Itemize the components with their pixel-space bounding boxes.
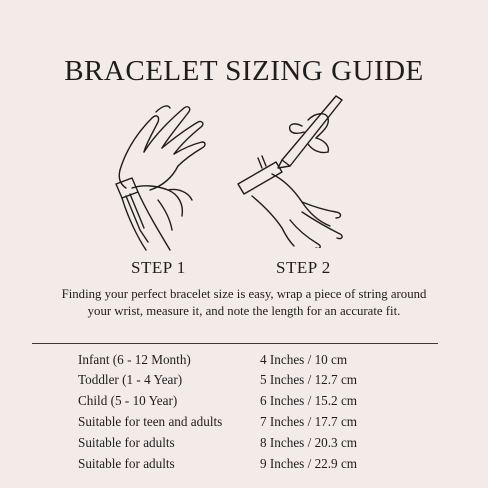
table-row [0,435,488,455]
size-category: Toddler (1 - 4 Year) [78,372,183,387]
size-value: 7 Inches / 17.7 cm [260,414,358,429]
divider [32,343,438,344]
size-category: Child (5 - 10 Year) [78,393,178,408]
hand-wrist-string-icon [98,92,218,252]
size-category: Suitable for adults [78,456,175,471]
step-2-illustration [232,88,362,248]
table-row [0,456,488,476]
table-row [0,414,488,434]
hand-pencil-mark-icon [232,88,362,248]
instructions-text: Finding your perfect bracelet size is easy, wrap a piece of string around your wrist, measure it, and note the length for an accurate fit. [61,287,427,318]
size-value: 8 Inches / 20.3 cm [260,435,358,450]
size-category: Infant (6 - 12 Month) [78,352,191,367]
size-value: 9 Inches / 22.9 cm [260,456,358,471]
table-row [0,372,488,392]
size-category: Suitable for teen and adults [78,414,223,429]
step-1-illustration [98,92,218,252]
step-2-label: STEP 2 [276,258,331,277]
step-1-label: STEP 1 [131,258,186,277]
table-row [0,393,488,413]
page-title: BRACELET SIZING GUIDE [64,55,424,88]
size-category: Suitable for adults [78,435,175,450]
size-value: 5 Inches / 12.7 cm [260,372,358,387]
size-value: 4 Inches / 10 cm [260,352,348,367]
table-row [0,352,488,372]
size-value: 6 Inches / 15.2 cm [260,393,358,408]
